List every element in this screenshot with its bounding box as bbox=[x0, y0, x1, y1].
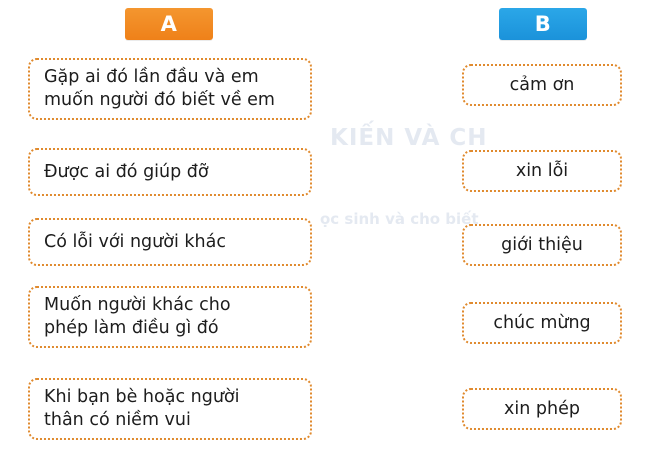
column-a-item-1-text bbox=[44, 161, 296, 184]
column-b-item-0[interactable] bbox=[462, 64, 622, 106]
background-ghost-title: KIẾN VÀ CH bbox=[330, 125, 488, 151]
column-a-item-4[interactable] bbox=[28, 378, 312, 440]
column-a-item-0-line2: muốn người đó biết về em bbox=[44, 90, 275, 110]
column-b-item-3-label: chúc mừng bbox=[493, 312, 591, 333]
column-a-item-2[interactable] bbox=[28, 218, 312, 266]
column-a-item-4-text bbox=[44, 386, 296, 432]
column-a-item-3-line1: Muốn người khác cho bbox=[44, 295, 231, 316]
column-b-item-1-label: xin lỗi bbox=[515, 160, 569, 181]
column-a-header: A bbox=[125, 8, 213, 40]
column-a-item-2-line1: Có lỗi với người khác bbox=[44, 231, 226, 252]
background-ghost-subtitle: ọc sinh và cho biết bbox=[320, 210, 479, 228]
column-a-item-3-text bbox=[44, 294, 296, 340]
column-a-item-0-text bbox=[44, 66, 296, 112]
column-a-item-0[interactable] bbox=[28, 58, 312, 120]
column-b-item-2[interactable] bbox=[462, 224, 622, 266]
column-b-item-2-label: giới thiệu bbox=[501, 234, 583, 255]
column-a-item-2-text bbox=[44, 231, 296, 254]
column-b-header: B bbox=[499, 8, 587, 40]
column-a-item-4-line2: thân có niềm vui bbox=[44, 410, 191, 430]
column-a-item-3[interactable] bbox=[28, 286, 312, 348]
column-b-item-3[interactable] bbox=[462, 302, 622, 344]
column-b-item-4-label: xin phép bbox=[504, 398, 580, 419]
column-b-item-0-label: cảm ơn bbox=[509, 74, 575, 95]
column-a-item-4-line1: Khi bạn bè hoặc người bbox=[44, 387, 240, 408]
column-b-item-4[interactable] bbox=[462, 388, 622, 430]
column-a-item-1-line1: Được ai đó giúp đỡ bbox=[44, 161, 209, 182]
column-a-item-1[interactable] bbox=[28, 148, 312, 196]
column-a-item-3-line2: phép làm điều gì đó bbox=[44, 318, 219, 338]
column-a-item-0-line1: Gặp ai đó lần đầu và em bbox=[44, 67, 259, 88]
column-b-item-1[interactable] bbox=[462, 150, 622, 192]
